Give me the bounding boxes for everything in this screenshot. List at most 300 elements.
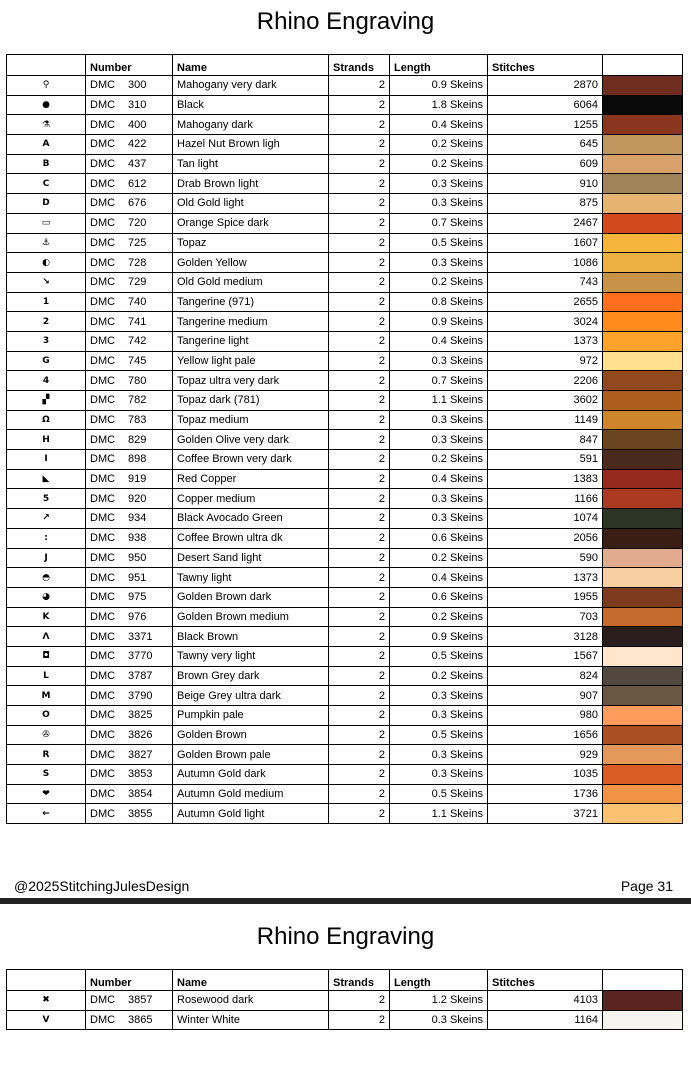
symbol-cell: K [7,607,86,627]
symbol-cell: O [7,706,86,726]
number-cell [86,95,173,115]
length-cell: 0.4 Skeins [390,115,488,135]
table-row [7,568,683,588]
thread-code: 898 [128,453,147,466]
color-cell [603,312,683,332]
color-cell [603,1010,683,1030]
symbol-cell: ⚓ [7,233,86,253]
length-cell: 0.3 Skeins [390,489,488,509]
stitches-cell: 1383 [488,469,603,489]
stitches-cell: 1567 [488,646,603,666]
number-cell [86,627,173,647]
number-cell [86,135,173,155]
brand-label: DMC [90,335,116,348]
name-cell: Pumpkin pale [173,706,329,726]
number-cell [86,725,173,745]
symbol-cell: ← [7,804,86,824]
stitches-cell: 1373 [488,568,603,588]
color-swatch [603,411,682,430]
color-swatch [603,174,682,193]
brand-label: DMC [90,768,116,781]
table-row [7,115,683,135]
table-body [7,76,683,824]
symbol-cell: M [7,686,86,706]
symbol-cell: ✖ [7,991,86,1011]
color-swatch [603,549,682,568]
strands-cell: 2 [329,312,390,332]
name-cell: Topaz [173,233,329,253]
stitches-cell: 3721 [488,804,603,824]
strands-cell: 2 [329,135,390,155]
color-swatch [603,529,682,548]
name-cell: Coffee Brown ultra dk [173,528,329,548]
page-title: Rhino Engraving [256,8,435,35]
brand-label: DMC [90,512,116,525]
length-cell: 0.3 Skeins [390,410,488,430]
color-cell [603,450,683,470]
color-cell [603,725,683,745]
thread-code: 919 [128,473,147,486]
strands-cell: 2 [329,509,390,529]
color-swatch [603,135,682,154]
color-cell [603,745,683,765]
stitches-cell: 609 [488,154,603,174]
number-cell [86,804,173,824]
brand-label: DMC [90,1014,116,1027]
name-cell: Golden Olive very dark [173,430,329,450]
strands-cell: 2 [329,115,390,135]
number-cell [86,607,173,627]
symbol-cell: ◣ [7,469,86,489]
table-row [7,95,683,115]
number-cell [86,371,173,391]
table-row [7,991,683,1011]
length-cell: 0.5 Skeins [390,646,488,666]
color-cell [603,469,683,489]
color-swatch [603,76,682,95]
symbol-cell: ◐ [7,253,86,273]
page-number: Page 31 [620,878,673,894]
strands-cell: 2 [329,568,390,588]
name-cell: Desert Sand light [173,548,329,568]
color-swatch [603,234,682,253]
thread-code: 742 [128,335,147,348]
name-cell: Old Gold medium [173,272,329,292]
color-cell [603,115,683,135]
color-swatch [603,115,682,134]
color-swatch [603,332,682,351]
symbol-cell: J [7,548,86,568]
symbol-cell: 2 [7,312,86,332]
length-cell: 0.7 Skeins [390,371,488,391]
brand-label: DMC [90,394,116,407]
number-cell [86,213,173,233]
name-cell: Coffee Brown very dark [173,450,329,470]
color-swatch [603,804,682,823]
stitches-cell: 590 [488,548,603,568]
length-cell: 0.5 Skeins [390,725,488,745]
length-cell: 0.3 Skeins [390,706,488,726]
color-cell [603,646,683,666]
number-cell [86,450,173,470]
number-cell [86,765,173,785]
name-cell: Tawny light [173,568,329,588]
name-cell: Old Gold light [173,194,329,214]
stitches-cell: 972 [488,351,603,371]
table-row [7,233,683,253]
color-swatch [603,667,682,686]
color-cell [603,331,683,351]
symbol-cell: ◘ [7,646,86,666]
name-cell: Golden Brown [173,725,329,745]
header-name: Name [173,970,329,991]
table-row [7,469,683,489]
thread-code: 729 [128,276,147,289]
brand-label: DMC [90,197,116,210]
color-cell [603,804,683,824]
table-row [7,627,683,647]
length-cell: 0.3 Skeins [390,1010,488,1030]
color-swatch [603,509,682,528]
length-cell: 0.9 Skeins [390,312,488,332]
thread-code: 3854 [128,788,153,801]
number-cell [86,253,173,273]
number-cell [86,509,173,529]
number-cell [86,706,173,726]
strands-cell: 2 [329,410,390,430]
number-cell [86,666,173,686]
stitches-cell: 824 [488,666,603,686]
symbol-cell: 4 [7,371,86,391]
strands-cell: 2 [329,233,390,253]
color-swatch [603,155,682,174]
length-cell: 0.8 Skeins [390,292,488,312]
table-row [7,391,683,411]
strands-cell: 2 [329,174,390,194]
symbol-cell: B [7,154,86,174]
length-cell: 0.4 Skeins [390,568,488,588]
symbol-cell: H [7,430,86,450]
brand-label: DMC [90,994,116,1007]
stitches-cell: 2655 [488,292,603,312]
brand-label: DMC [90,295,116,308]
symbol-cell: V [7,1010,86,1030]
color-swatch [603,352,682,371]
color-swatch [603,293,682,312]
header-stitches: Stitches [488,970,603,991]
strands-cell: 2 [329,351,390,371]
strands-cell: 2 [329,95,390,115]
stitches-cell: 1035 [488,765,603,785]
strands-cell: 2 [329,745,390,765]
symbol-cell: 5 [7,489,86,509]
stitches-cell: 875 [488,194,603,214]
table-row [7,666,683,686]
length-cell: 0.4 Skeins [390,331,488,351]
table-row [7,450,683,470]
color-cell [603,253,683,273]
color-cell [603,174,683,194]
strands-cell: 2 [329,331,390,351]
thread-code: 829 [128,433,147,446]
length-cell: 0.5 Skeins [390,784,488,804]
thread-code: 3826 [128,729,153,742]
color-cell [603,587,683,607]
stitches-cell: 703 [488,607,603,627]
number-cell [86,469,173,489]
name-cell: Mahogany dark [173,115,329,135]
number-cell [86,76,173,96]
table-row [7,509,683,529]
length-cell: 0.6 Skeins [390,587,488,607]
name-cell: Red Copper [173,469,329,489]
brand-label: DMC [90,709,116,722]
brand-label: DMC [90,276,116,289]
strands-cell: 2 [329,371,390,391]
name-cell: Golden Brown medium [173,607,329,627]
symbol-cell: ⚗ [7,115,86,135]
header-symbol [7,55,86,76]
color-cell [603,706,683,726]
number-cell [86,430,173,450]
name-cell: Black [173,95,329,115]
name-cell: Tangerine (971) [173,292,329,312]
stitches-cell: 1736 [488,784,603,804]
thread-legend-table [6,969,683,1030]
brand-label: DMC [90,315,116,328]
length-cell: 0.3 Skeins [390,430,488,450]
table-body [7,991,683,1030]
brand-label: DMC [90,433,116,446]
page-title: Rhino Engraving [256,923,435,950]
strands-cell: 2 [329,548,390,568]
color-swatch [603,253,682,272]
brand-label: DMC [90,99,116,112]
number-cell [86,391,173,411]
color-cell [603,154,683,174]
header-number: Number [86,970,173,991]
name-cell: Topaz medium [173,410,329,430]
symbol-cell: ↘ [7,272,86,292]
color-cell [603,784,683,804]
strands-cell: 2 [329,666,390,686]
length-cell: 0.3 Skeins [390,174,488,194]
table-row [7,745,683,765]
strands-cell: 2 [329,469,390,489]
color-cell [603,410,683,430]
brand-label: DMC [90,473,116,486]
brand-label: DMC [90,650,116,663]
brand-label: DMC [90,138,116,151]
length-cell: 0.9 Skeins [390,76,488,96]
thread-code: 783 [128,414,147,427]
header-symbol [7,970,86,991]
stitches-cell: 591 [488,450,603,470]
table-row [7,528,683,548]
name-cell: Golden Brown pale [173,745,329,765]
name-cell: Rosewood dark [173,991,329,1011]
color-cell [603,489,683,509]
number-cell [86,745,173,765]
thread-code: 741 [128,315,147,328]
color-swatch [603,450,682,469]
color-swatch [603,706,682,725]
stitches-cell: 1607 [488,233,603,253]
length-cell: 1.1 Skeins [390,804,488,824]
thread-code: 3857 [128,994,153,1007]
color-cell [603,686,683,706]
symbol-cell: I [7,450,86,470]
stitches-cell: 3602 [488,391,603,411]
number-cell [86,991,173,1011]
length-cell: 0.3 Skeins [390,509,488,529]
color-swatch [603,647,682,666]
table-row [7,587,683,607]
length-cell: 0.2 Skeins [390,272,488,292]
brand-label: DMC [90,177,116,190]
thread-code: 780 [128,374,147,387]
color-cell [603,765,683,785]
symbol-cell: ▭ [7,213,86,233]
table-row [7,607,683,627]
thread-code: 3853 [128,768,153,781]
color-cell [603,272,683,292]
color-swatch [603,608,682,627]
color-swatch [603,96,682,115]
color-swatch [603,745,682,764]
stitches-cell: 2467 [488,213,603,233]
symbol-cell: Ω [7,410,86,430]
number-cell [86,292,173,312]
color-swatch [603,489,682,508]
table-row [7,725,683,745]
symbol-cell: ◓ [7,568,86,588]
stitches-cell: 1656 [488,725,603,745]
number-cell [86,312,173,332]
name-cell: Golden Brown dark [173,587,329,607]
length-cell: 0.2 Skeins [390,154,488,174]
strands-cell: 2 [329,450,390,470]
table-row [7,489,683,509]
length-cell: 1.2 Skeins [390,991,488,1011]
length-cell: 0.3 Skeins [390,745,488,765]
name-cell: Black Avocado Green [173,509,329,529]
thread-code: 745 [128,354,147,367]
thread-code: 725 [128,236,147,249]
strands-cell: 2 [329,706,390,726]
name-cell: Tangerine medium [173,312,329,332]
color-cell [603,194,683,214]
stitches-cell: 1074 [488,509,603,529]
symbol-cell: ▞ [7,391,86,411]
strands-cell: 2 [329,804,390,824]
thread-code: 676 [128,197,147,210]
strands-cell: 2 [329,253,390,273]
thread-code: 437 [128,158,147,171]
strands-cell: 2 [329,627,390,647]
color-swatch [603,214,682,233]
table-row [7,430,683,450]
table-row [7,706,683,726]
brand-label: DMC [90,158,116,171]
color-cell [603,233,683,253]
number-cell [86,154,173,174]
table-row [7,154,683,174]
length-cell: 1.1 Skeins [390,391,488,411]
color-swatch [603,194,682,213]
header-name: Name [173,55,329,76]
strands-cell: 2 [329,292,390,312]
brand-label: DMC [90,256,116,269]
strands-cell: 2 [329,607,390,627]
strands-cell: 2 [329,725,390,745]
color-swatch [603,312,682,331]
number-cell [86,410,173,430]
brand-label: DMC [90,748,116,761]
thread-code: 976 [128,610,147,623]
stitches-cell: 4103 [488,991,603,1011]
table-header-row [7,55,683,76]
table-row [7,194,683,214]
symbol-cell: S [7,765,86,785]
name-cell: Autumn Gold light [173,804,329,824]
name-cell: Copper medium [173,489,329,509]
name-cell: Brown Grey dark [173,666,329,686]
thread-code: 934 [128,512,147,525]
stitches-cell: 743 [488,272,603,292]
number-cell [86,784,173,804]
color-swatch [603,686,682,705]
brand-label: DMC [90,630,116,643]
color-swatch [603,726,682,745]
length-cell: 0.3 Skeins [390,194,488,214]
brand-label: DMC [90,788,116,801]
color-swatch [603,1011,682,1030]
thread-code: 422 [128,138,147,151]
number-cell [86,587,173,607]
name-cell: Yellow light pale [173,351,329,371]
number-cell [86,194,173,214]
header-strands: Strands [329,970,390,991]
number-cell [86,528,173,548]
color-swatch [603,371,682,390]
table-row [7,331,683,351]
table-row [7,351,683,371]
stitches-cell: 1955 [488,587,603,607]
brand-label: DMC [90,669,116,682]
length-cell: 0.3 Skeins [390,765,488,785]
strands-cell: 2 [329,391,390,411]
header-length: Length [390,55,488,76]
symbol-cell: C [7,174,86,194]
number-cell [86,115,173,135]
strands-cell: 2 [329,991,390,1011]
strands-cell: 2 [329,272,390,292]
length-cell: 0.3 Skeins [390,253,488,273]
strands-cell: 2 [329,1010,390,1030]
color-cell [603,76,683,96]
color-swatch [603,765,682,784]
color-swatch [603,568,682,587]
brand-label: DMC [90,729,116,742]
stitches-cell: 907 [488,686,603,706]
color-cell [603,95,683,115]
color-cell [603,371,683,391]
table-row [7,410,683,430]
color-cell [603,213,683,233]
table-row [7,548,683,568]
stitches-cell: 1086 [488,253,603,273]
